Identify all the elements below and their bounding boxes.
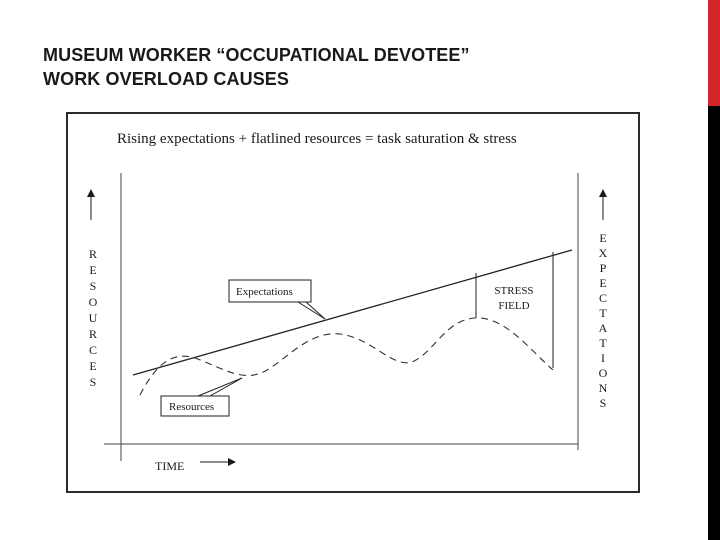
diagram-heading: Rising expectations + flatlined resources = task saturation & stress bbox=[117, 131, 517, 147]
left-axis-letter: E bbox=[89, 263, 97, 277]
expectations-callout-pointer-2 bbox=[306, 302, 325, 319]
stress-field-label-line-2: FIELD bbox=[498, 300, 530, 312]
right-axis-letter: E bbox=[599, 276, 607, 290]
right-axis-letter: S bbox=[599, 396, 607, 410]
right-axis-letter: T bbox=[599, 336, 607, 350]
resources-curve bbox=[140, 318, 553, 395]
left-axis-letter: U bbox=[88, 311, 98, 325]
resources-callout-pointer bbox=[198, 378, 242, 396]
resources-callout-label: Resources bbox=[169, 401, 215, 413]
right-axis-letter: O bbox=[598, 366, 608, 380]
right-axis-letter: X bbox=[598, 246, 608, 260]
left-axis-letter: E bbox=[89, 359, 97, 373]
slide-title-line-1: MUSEUM WORKER “OCCUPATIONAL DEVOTEE” bbox=[43, 45, 470, 65]
time-axis-label: TIME bbox=[155, 459, 185, 473]
right-axis-letter: C bbox=[598, 291, 608, 305]
right-axis-letter: I bbox=[601, 351, 605, 365]
right-axis-letter: A bbox=[598, 321, 608, 335]
expectations-callout-pointer bbox=[298, 302, 325, 319]
expectations-line bbox=[133, 250, 572, 375]
right-axis-letter: T bbox=[599, 306, 607, 320]
left-axis-letter: R bbox=[88, 327, 98, 341]
right-axis-letter: E bbox=[599, 231, 607, 245]
left-axis-letter: O bbox=[88, 295, 98, 309]
left-axis-letter: S bbox=[89, 375, 97, 389]
resources-callout-pointer-2 bbox=[210, 378, 242, 396]
left-axis-letter: S bbox=[89, 279, 97, 293]
right-axis-label bbox=[599, 231, 608, 410]
left-axis-letter: C bbox=[88, 343, 98, 357]
left-axis-label bbox=[89, 247, 98, 389]
slide-title-line-2: WORK OVERLOAD CAUSES bbox=[43, 69, 290, 89]
right-axis-letter: N bbox=[598, 381, 608, 395]
expectations-callout-label: Expectations bbox=[236, 286, 293, 298]
right-axis-letter: P bbox=[599, 261, 607, 275]
left-axis-letter: R bbox=[88, 247, 98, 261]
stress-field-label-line-1: STRESS bbox=[494, 285, 534, 297]
